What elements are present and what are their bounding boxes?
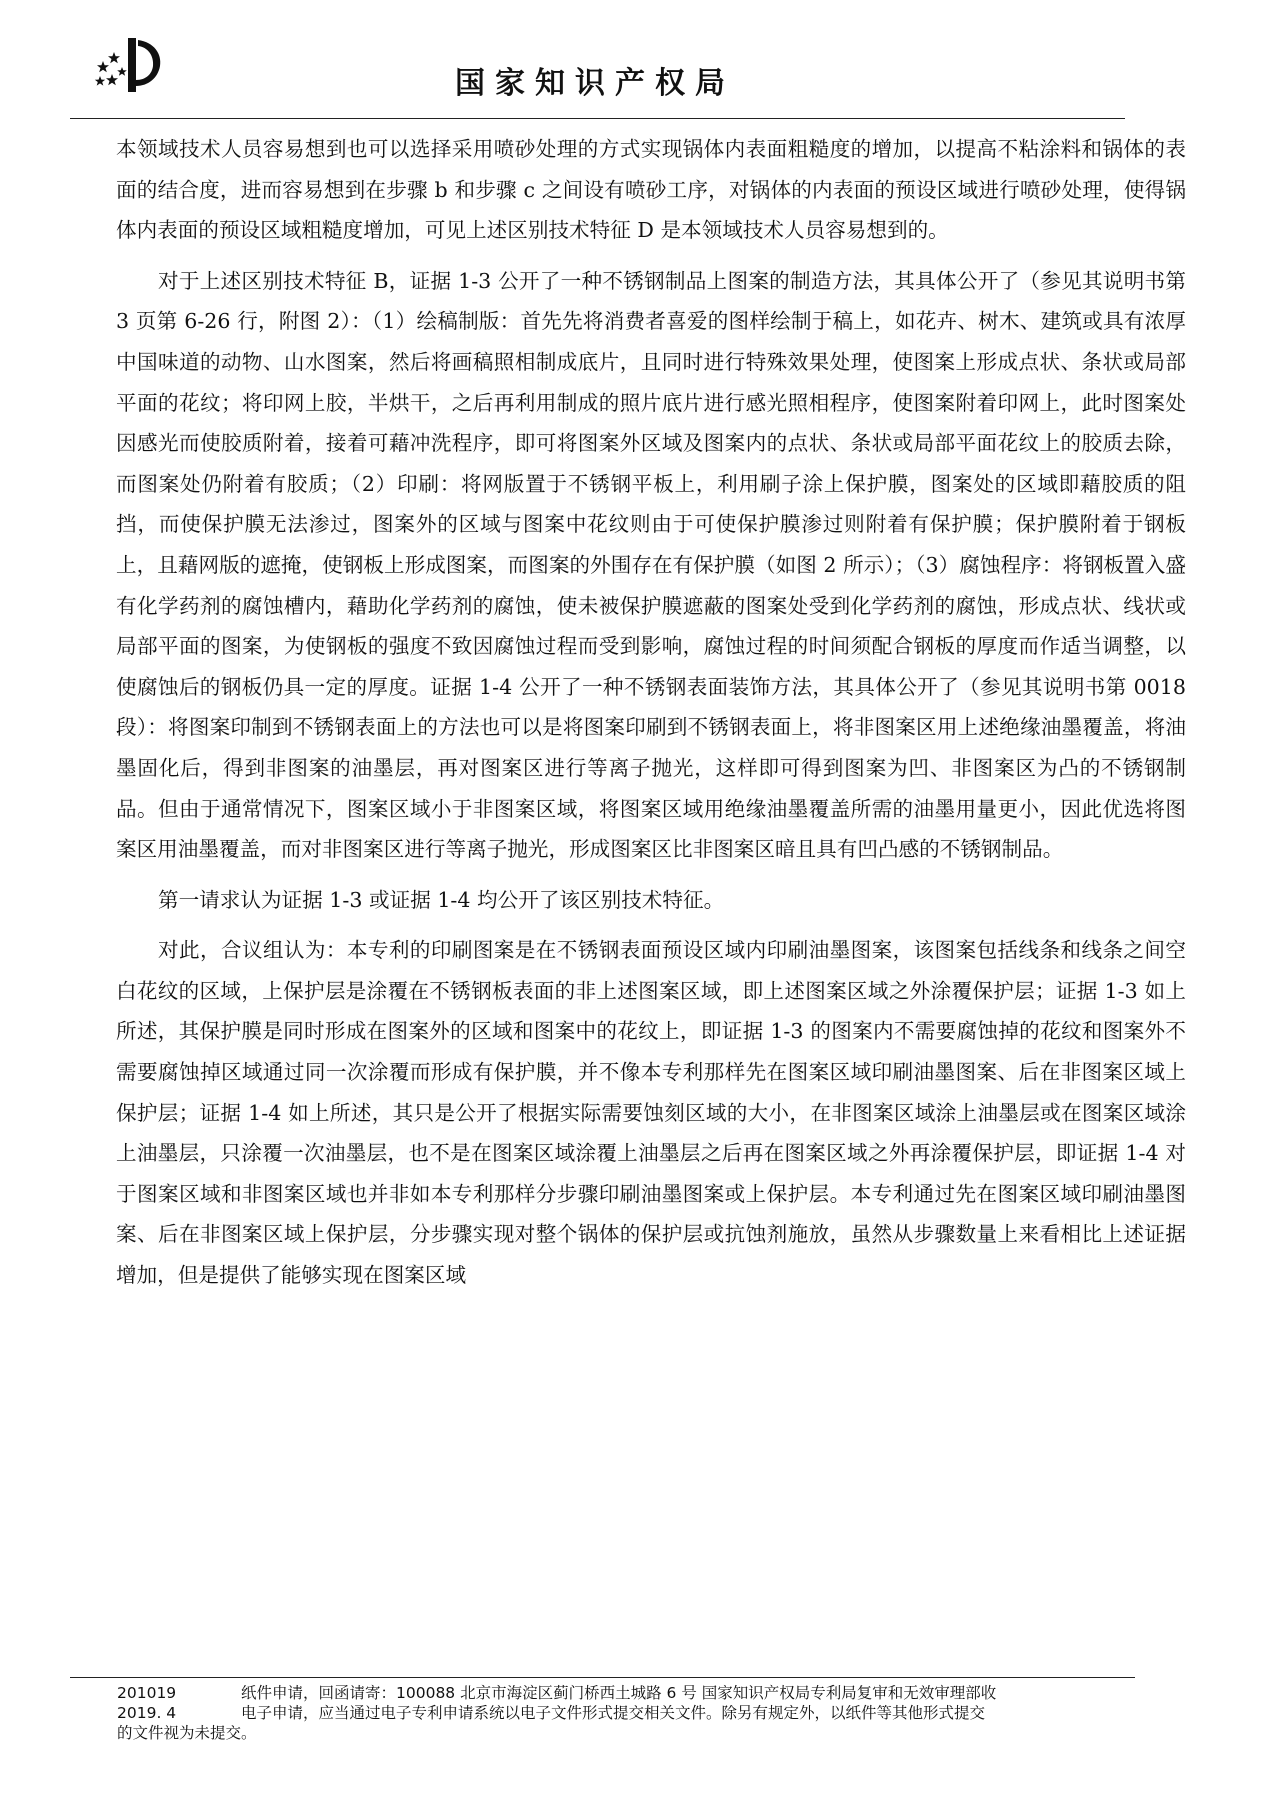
paragraph: 对于上述区别技术特征 B，证据 1-3 公开了一种不锈钢制品上图案的制造方法，其具体公开了（参见其说明书第 3 页第 6-26 行，附图 2）：（1）绘稿制版：首先先将消费者喜爱的图样绘制于稿上，如花卉、树木、建筑或具有浓厚中国味道的动物、山水图案，然后将画稿照相制成底片，且同时进行特殊效果处理，使图案上形成点状、条状或局部平面的花纹；将印网上胶，半烘干，之后再利用制成的照片底片进行感光照相程序，使图案附着印网上，此时图案处因感光而使胶质附着，接着可藉冲洗程序，即可将图案外区域及图案内的点状、条状或局部平面花纹上的胶质去除，而图案处仍附着有胶质；（2）印刷：将网版置于不锈钢平板上，利用刷子涂上保护膜，图案处的区域即藉胶质的阻挡，而使保护膜无法渗过，图案外的区域与图案中花纹则由于可使保护膜渗过则附着有保护膜；保护膜附着于钢板上，且藉网版的遮掩，使钢板上形成图案，而图案的外围存在有保护膜（如图 2 所示）；（3）腐蚀程序：将钢板置入盛有化学药剂的腐蚀槽内，藉助化学药剂的腐蚀，使未被保护膜遮蔽的图案处受到化学药剂的腐蚀，形成点状、线状或局部平面的图案，为使钢板的强度不致因腐蚀过程而受到影响，腐蚀过程的时间须配合钢板的厚度而作适当调整，以使腐蚀后的钢板仍具一定的厚度。证据 1-4 公开了一种不锈钢表面装饰方法，其具体公开了（参见其说明书第 0018 段）：将图案印制到不锈钢表面上的方法也可以是将图案印刷到不锈钢表面上，将非图案区用上述绝缘油墨覆盖，将油墨固化后，得到非图案的油墨层，再对图案区进行等离子抛光，这样即可得到图案为凹、非图案区为凸的不锈钢制品。但由于通常情况下，图案区域小于非图案区域，将图案区域用绝缘油墨覆盖所需的油墨用量更小，因此优选将图案区用油墨覆盖，而对非图案区进行等离子抛光，形成图案区比非图案区暗且具有凹凸感的不锈钢制品。 [116,268,1186,862]
footer-divider [70,1677,1135,1678]
star-icon [97,61,109,72]
star-icon [106,74,118,85]
star-icon [117,67,127,76]
paragraph: 本领域技术人员容易想到也可以选择采用喷砂处理的方式实现锅体内表面粗糙度的增加，以提高不粘涂料和锅体的表面的结合度，进而容易想到在步骤 b 和步骤 c 之间设有喷砂工序，对锅体的内表面的预设区域进行喷砂处理，使得锅体内表面的预设区域粗糙度增加，可见上述区别技术特征 D 是本领域技术人员容易想到的。 [116,137,1186,243]
paragraph: 第一请求认为证据 1-3 或证据 1-4 均公开了该区别技术特征。 [158,887,725,912]
header-divider [70,118,1125,119]
paragraph: 对此，合议组认为：本专利的印刷图案是在不锈钢表面预设区域内印刷油墨图案，该图案包括线条和线条之间空白花纹的区域，上保护层是涂覆在不锈钢板表面的非上述图案区域，即上述图案区域之外涂覆保护层；证据 1-3 如上所述，其保护膜是同时形成在图案外的区域和图案中的花纹上，即证据 1-3 的图案内不需要腐蚀掉的花纹和图案外不需要腐蚀掉区域通过同一次涂覆而形成有保护膜，并不像本专利那样先在图案区域印刷油墨图案、后在非图案区域上保护层；证据 1-4 如上所述，其只是公开了根据实际需要蚀刻区域的大小，在非图案区域涂上油墨层或在图案区域涂上油墨层，只涂覆一次油墨层，也不是在图案区域涂覆上油墨层之后再在图案区域之外再涂覆保护层，即证据 1-4 对于图案区域和非图案区域也并非如本专利那样分步骤印刷油墨图案或上保护层。本专利通过先在图案区域印刷油墨图案、后在非图案区域上保护层，分步骤实现对整个锅体的保护层或抗蚀剂施放，虽然从步骤数量上来看相比上述证据增加，但是提供了能够实现在图案区域 [116,938,1186,1288]
form-version: 2019. 4 [117,1704,177,1722]
logo-mark [128,38,160,92]
star-icon [108,52,120,63]
form-code: 201019 [117,1684,177,1702]
footer-line [117,1683,1187,1703]
page-footer [117,1683,1187,1743]
office-name: 国家知识产权局 [455,66,735,101]
document-body [116,129,1186,1306]
cnipa-logo-icon [92,34,164,96]
star-icon [95,76,105,86]
footer-line [117,1723,1187,1743]
electronic-filing-note: 电子申请，应当通过电子专利申请系统以电子文件形式提交相关文件。除另有规定外，以纸件等其他形式提交 [241,1704,986,1722]
electronic-filing-note-cont: 的文件视为未提交。 [117,1724,257,1742]
mailing-instructions: 纸件申请，回函请寄：100088 北京市海淀区蓟门桥西土城路 6 号 国家知识产权局专利局复审和无效审理部收 [241,1684,997,1702]
footer-line [117,1703,1187,1723]
